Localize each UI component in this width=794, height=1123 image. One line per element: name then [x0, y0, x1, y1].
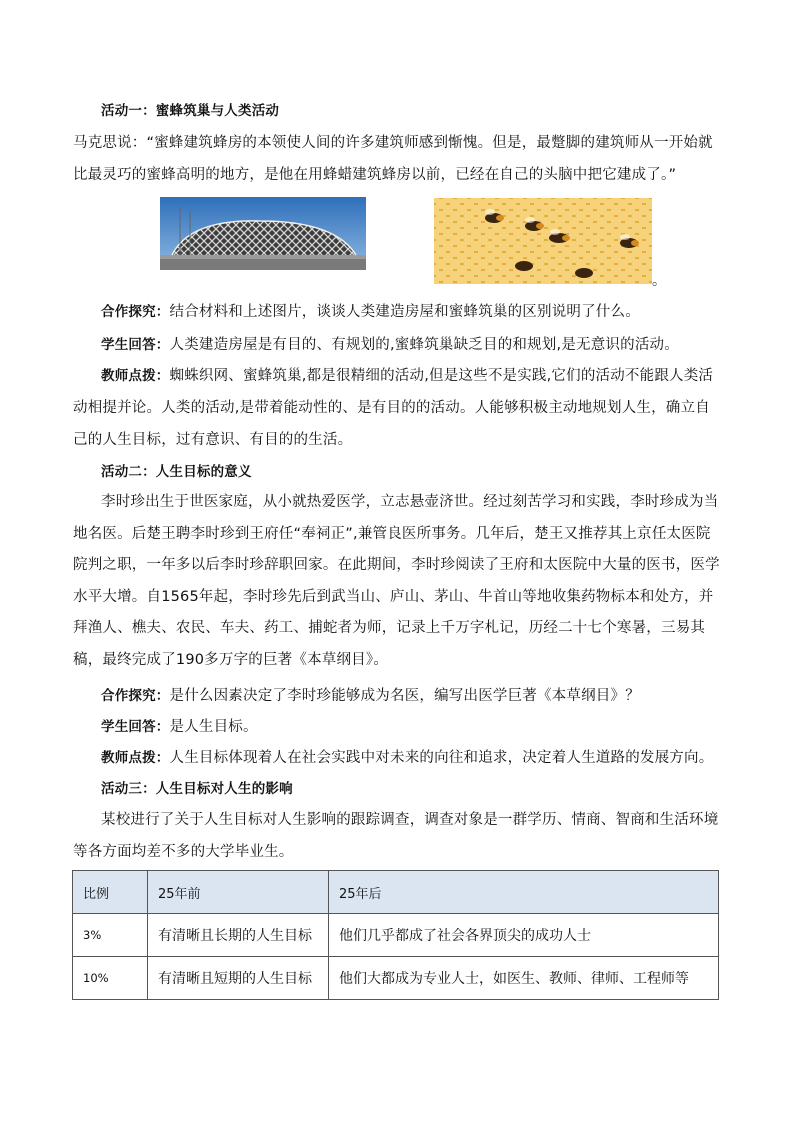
activity1-answer: [101, 329, 723, 361]
stadium-photo: [160, 197, 366, 270]
activity2-story: 李时珍出生于世医家庭，从小就热爱医学，立志悬壶济世。经过刻苦学习和实践，李时珍成为当地名医。后楚王聘李时珍到王府任“奉祠正”,兼管良医所事务。几年后，楚王又推荐其上京任太医院院判之职，一年多以后李时珍辞职回家。在此期间，李时珍阅读了王府和太医院中大量的医书，医学水平大增。自1565年起，李时珍先后到武当山、庐山、茅山、牛首山等地收集药物标本和处方，并拜渔人、樵夫、农民、车夫、药工、捕蛇者为师，记录上千万字札记，历经二十七个寒暑，三易其稿，最终完成了190多万字的巨著《本草纲目》。: [73, 494, 720, 668]
table-header-cell: 比例: [73, 871, 148, 914]
table-cell: 他们几乎都成了社会各界顶尖的成功人士: [329, 914, 719, 957]
activity1-explore: [101, 296, 723, 328]
activity1-quote: 马克思说：“蜜蜂建筑蜂房的本领使人间的许多建筑师感到惭愧。但是，最蹩脚的建筑师从一开始就比最灵巧的蜜蜂高明的地方，是他在用蜂蜡建筑蜂房以前，已经在自己的头脑中把它建成了。”: [73, 135, 713, 183]
table-header-cell: 25年后: [329, 871, 719, 914]
table-row: [73, 957, 719, 1000]
answer-label: 学生回答：: [101, 719, 170, 735]
teacher-text: 蜘蛛织网、蜜蜂筑巢,都是很精细的活动,但是这些不是实践,它们的活动不能跟人类活动相提并论。人类的活动,是带着能动性的、是有目的的活动。人能够积极主动地规划人生，确立自己的人生目标，过有意识、有目的的生活。: [73, 368, 714, 448]
answer-text: 是人生目标。: [169, 719, 258, 735]
honeycomb-bees-photo: [434, 198, 652, 284]
teacher-label: 教师点拨：: [101, 368, 170, 384]
answer-text: 人类建造房屋是有目的、有规划的,蜜蜂筑巢缺乏目的和规划,是无意识的活动。: [169, 337, 679, 353]
table-row: [73, 914, 719, 957]
activity2-explore: [101, 680, 723, 712]
activity2-answer: [101, 711, 723, 743]
explore-text: 结合材料和上述图片，谈谈人类建造房屋和蜜蜂筑巢的区别说明了什么。: [169, 304, 640, 320]
activity1-teacher: [73, 360, 723, 456]
explore-label: 合作探究：: [101, 688, 170, 704]
teacher-label: 教师点拨：: [101, 750, 170, 766]
image-trailing-period: 。: [652, 273, 666, 289]
table-cell: 有清晰且短期的人生目标: [148, 957, 329, 1000]
teacher-text: 人生目标体现着人在社会实践中对未来的向往和追求，决定着人生道路的发展方向。: [169, 750, 714, 766]
table-cell: 有清晰且长期的人生目标: [148, 914, 329, 957]
activity3-intro: 某校进行了关于人生目标对人生影响的跟踪调查，调查对象是一群学历、情商、智商和生活环境等各方面均差不多的大学毕业生。: [73, 812, 719, 860]
table-header-row: [73, 871, 719, 914]
table-cell: 他们大都成为专业人士，如医生、教师、律师、工程师等: [329, 957, 719, 1000]
activity2-title: 活动二：人生目标的意义: [101, 464, 252, 480]
answer-label: 学生回答：: [101, 337, 170, 353]
table-cell: 3%: [73, 914, 148, 957]
activity1-title: 活动一：蜜蜂筑巢与人类活动: [101, 103, 280, 119]
survey-table: [72, 870, 719, 1000]
activity2-teacher: [101, 742, 723, 774]
table-header-cell: 25年前: [148, 871, 329, 914]
explore-label: 合作探究：: [101, 304, 170, 320]
explore-text: 是什么因素决定了李时珍能够成为名医，编写出医学巨著《本草纲目》？: [169, 688, 640, 704]
table-cell: 10%: [73, 957, 148, 1000]
activity3-title: 活动三：人生目标对人生的影响: [101, 781, 293, 797]
